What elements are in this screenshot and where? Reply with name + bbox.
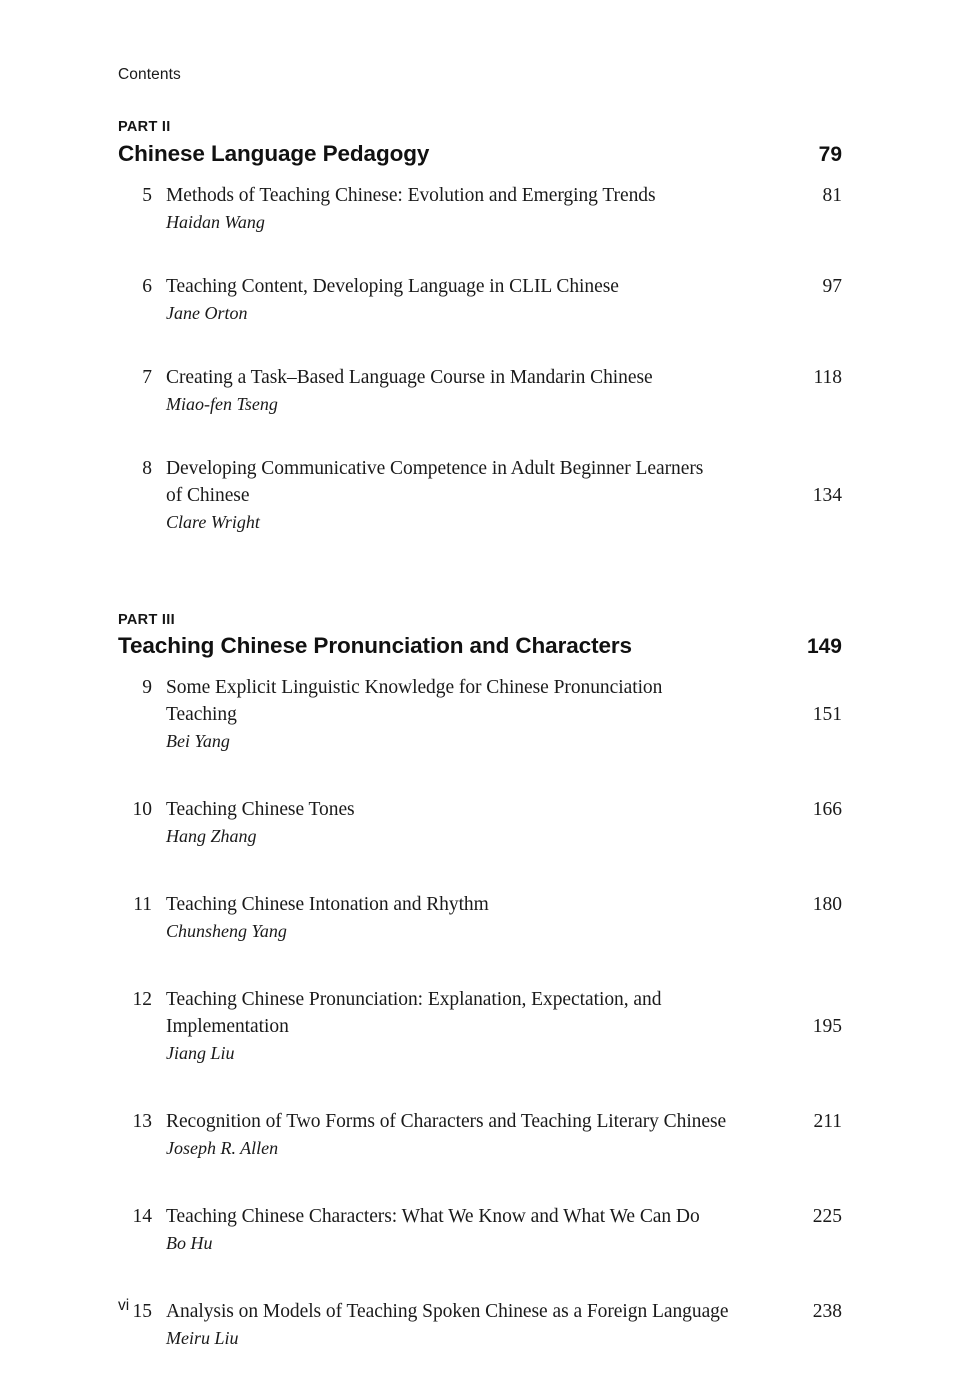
entry-title-row: [166, 273, 842, 300]
entry-body: [152, 1108, 842, 1161]
chapter-title[interactable]: [166, 986, 786, 1040]
toc-entry[interactable]: [118, 455, 842, 535]
entry-title-row: [166, 455, 842, 509]
chapter-number: 13: [132, 1111, 152, 1133]
chapter-number: 6: [142, 275, 152, 297]
entry-body: [152, 986, 842, 1066]
chapter-author: Miao-fen Tseng: [166, 393, 278, 414]
entry-body: [152, 182, 842, 235]
toc-entry[interactable]: [118, 1298, 842, 1351]
chapter-page-number: 151: [812, 704, 842, 726]
chapter-title[interactable]: [166, 182, 786, 209]
chapter-page-number: 81: [822, 184, 842, 206]
part-heading: [118, 118, 842, 168]
toc-entry[interactable]: [118, 674, 842, 754]
chapter-title-line-1: Methods of Teaching Chinese: Evolution and Emerging Trends: [166, 184, 656, 206]
page-folio: vi: [118, 1297, 130, 1314]
chapter-title-line-2: of Chinese: [166, 484, 250, 506]
chapter-page-number: 225: [812, 1206, 842, 1228]
entry-title-row: [166, 1108, 842, 1135]
entry-title-row: [166, 674, 842, 728]
part-kicker: PART II: [118, 119, 171, 135]
chapter-title[interactable]: [166, 796, 786, 823]
chapter-title-line-1: Teaching Chinese Characters: What We Know and What We Can Do: [166, 1206, 700, 1228]
chapter-number: 9: [142, 677, 152, 699]
chapter-title[interactable]: [166, 674, 786, 728]
chapter-number: 11: [133, 894, 152, 916]
entry-title-row: [166, 891, 842, 918]
toc-entry[interactable]: [118, 364, 842, 417]
entry-title-row: [166, 1203, 842, 1230]
chapter-title-line-1: Teaching Chinese Intonation and Rhythm: [166, 894, 489, 916]
entry-body: [152, 364, 842, 417]
entry-title-row: [166, 986, 842, 1040]
entry-body: [152, 1298, 842, 1351]
chapter-page-number: 180: [812, 894, 842, 916]
chapter-number: 10: [132, 799, 152, 821]
entry-title-row: [166, 796, 842, 823]
chapter-page-number: 118: [813, 366, 842, 388]
part-page-number: 149: [806, 635, 842, 659]
chapter-title-line-2: Implementation: [166, 1016, 289, 1038]
table-of-contents: [118, 118, 842, 1351]
chapter-number: 12: [132, 989, 152, 1011]
chapter-title-line-1: Analysis on Models of Teaching Spoken Chinese as a Foreign Language: [166, 1301, 729, 1323]
entry-body: [152, 674, 842, 754]
running-head: Contents: [118, 66, 181, 83]
chapter-title-line-2: Teaching: [166, 704, 237, 726]
chapter-page-number: 195: [812, 1016, 842, 1038]
chapter-author: Hang Zhang: [166, 826, 257, 847]
chapter-author: Haidan Wang: [166, 211, 265, 232]
part-page-number: 79: [818, 142, 842, 166]
chapter-title-line-1: Teaching Chinese Pronunciation: Explanation, Expectation, and: [166, 989, 662, 1011]
chapter-author: Bo Hu: [166, 1233, 213, 1254]
chapter-title-line-1: Creating a Task–Based Language Course in Mandarin Chinese: [166, 366, 653, 388]
entry-body: [152, 891, 842, 944]
chapter-title-line-1: Teaching Chinese Tones: [166, 799, 355, 821]
chapter-title[interactable]: [166, 1203, 786, 1230]
chapter-author: Bei Yang: [166, 731, 230, 752]
entry-body: [152, 273, 842, 326]
entry-title-row: [166, 182, 842, 209]
entry-body: [152, 796, 842, 849]
toc-entry[interactable]: [118, 796, 842, 849]
chapter-author: Jane Orton: [166, 302, 248, 323]
entry-title-row: [166, 1298, 842, 1325]
toc-entry[interactable]: [118, 891, 842, 944]
part-title-row: [118, 140, 842, 168]
chapter-page-number: 134: [812, 484, 842, 506]
chapter-number: 14: [132, 1206, 152, 1228]
chapter-number: 7: [142, 366, 152, 388]
part-title-row: [118, 632, 842, 660]
part-heading: [118, 611, 842, 661]
toc-entry[interactable]: [118, 1108, 842, 1161]
chapter-number: 15: [132, 1301, 152, 1323]
chapter-number: 8: [142, 457, 152, 479]
entry-body: [152, 455, 842, 535]
chapter-title[interactable]: [166, 891, 786, 918]
chapter-title[interactable]: [166, 1298, 786, 1325]
chapter-page-number: 238: [812, 1301, 842, 1323]
part-title: Teaching Chinese Pronunciation and Characters: [118, 633, 632, 659]
toc-entry[interactable]: [118, 1203, 842, 1256]
chapter-page-number: 211: [813, 1111, 842, 1133]
chapter-author: Chunsheng Yang: [166, 921, 287, 942]
chapter-title[interactable]: [166, 273, 786, 300]
part-title: Chinese Language Pedagogy: [118, 140, 430, 166]
toc-entry[interactable]: [118, 182, 842, 235]
chapter-title-line-1: Teaching Content, Developing Language in CLIL Chinese: [166, 275, 619, 297]
chapter-number: 5: [142, 184, 152, 206]
entry-title-row: [166, 364, 842, 391]
toc-entry[interactable]: [118, 273, 842, 326]
chapter-page-number: 97: [822, 275, 842, 297]
chapter-title-line-1: Developing Communicative Competence in Adult Beginner Learners: [166, 457, 704, 479]
chapter-title-line-1: Some Explicit Linguistic Knowledge for Chinese Pronunciation: [166, 677, 663, 699]
chapter-page-number: 166: [812, 799, 842, 821]
chapter-title[interactable]: [166, 1108, 786, 1135]
chapter-author: Jiang Liu: [166, 1043, 235, 1064]
chapter-title-line-1: Recognition of Two Forms of Characters and Teaching Literary Chinese: [166, 1111, 727, 1133]
chapter-title[interactable]: [166, 455, 786, 509]
chapter-author: Meiru Liu: [166, 1328, 239, 1349]
entry-body: [152, 1203, 842, 1256]
chapter-author: Joseph R. Allen: [166, 1138, 279, 1159]
chapter-author: Clare Wright: [166, 511, 260, 532]
part-kicker: PART III: [118, 611, 175, 628]
toc-entry[interactable]: [118, 986, 842, 1066]
chapter-title[interactable]: [166, 364, 786, 391]
